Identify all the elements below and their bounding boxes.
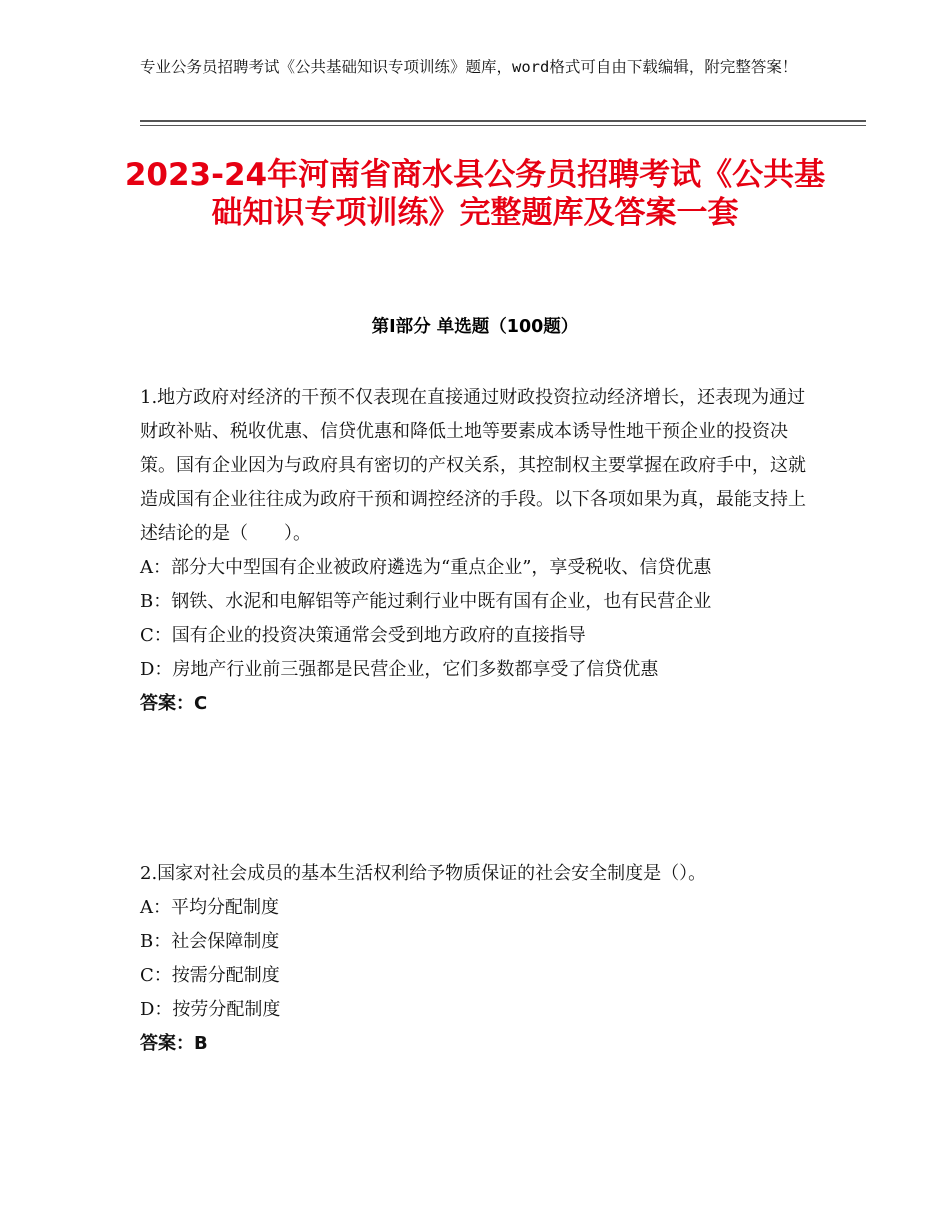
option-d: D：按劳分配制度 [140,999,281,1020]
answer: 答案：B [140,1033,208,1054]
answer: 答案：C [140,693,208,714]
question-stem: 2.国家对社会成员的基本生活权利给予物质保证的社会安全制度是（）。 [140,863,707,884]
document-title: 2023-24年河南省商水县公务员招聘考试《公共基础知识专项训练》完整题库及答案一套 [124,157,826,231]
option-a: A：平均分配制度 [140,897,279,918]
section-heading: 第Ⅰ部分 单选题（100题） [371,317,579,337]
header-note: 专业公务员招聘考试《公共基础知识专项训练》题库，word格式可自由下载编辑，附完整答案！ [140,58,798,76]
option-c: C：按需分配制度 [140,965,280,986]
question-1 [140,381,810,721]
option-b: B：社会保障制度 [140,931,280,952]
option-a: A：部分大中型国有企业被政府遴选为“重点企业”，享受税收、信贷优惠 [140,557,712,578]
question-2 [140,857,810,1061]
option-b: B：钢铁、水泥和电解铝等产能过剩行业中既有国有企业，也有民营企业 [140,591,712,612]
option-d: D：房地产行业前三强都是民营企业，它们多数都享受了信贷优惠 [140,659,659,680]
option-c: C：国有企业的投资决策通常会受到地方政府的直接指导 [140,625,586,646]
header-rule-thick [140,120,866,122]
question-stem: 1.地方政府对经济的干预不仅表现在直接通过财政投资拉动经济增长，还表现为通过财政补贴、税收优惠、信贷优惠和降低土地等要素成本诱导性地干预企业的投资决策。国有企业因为与政府具有密切的产权关系，其控制权主要掌握在政府手中，这就造成国有企业往往成为政府干预和调控经济的手段。以下各项如果为真，最能支持上述结论的是（ ）。 [140,387,806,544]
header-rule-thin [140,125,866,126]
